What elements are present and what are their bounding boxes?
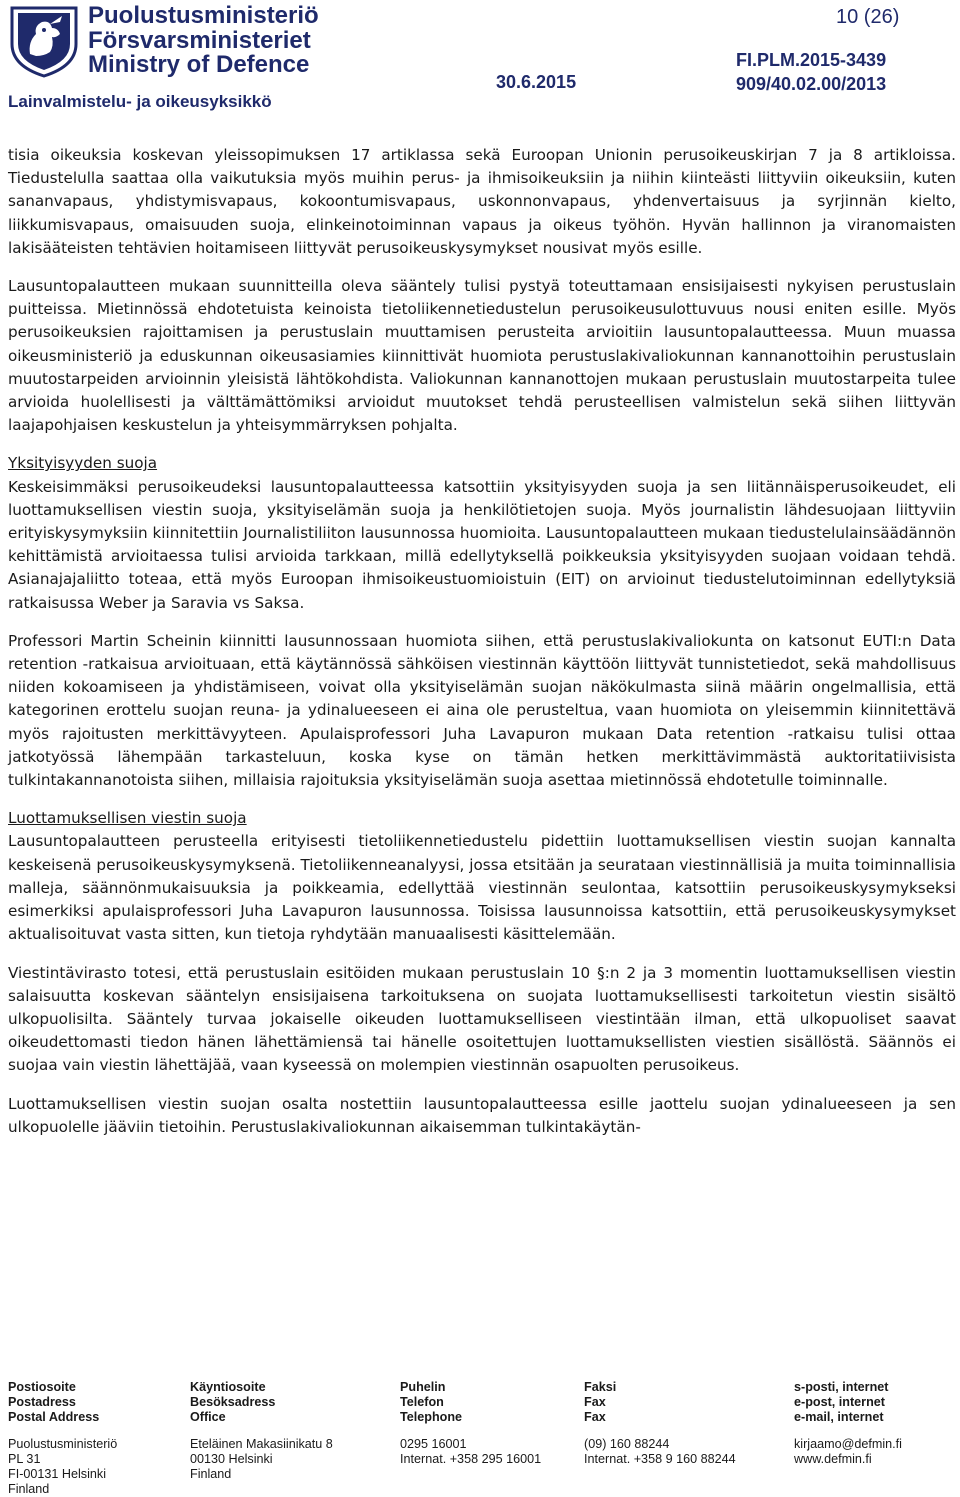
- footer-label: Telephone: [400, 1410, 463, 1424]
- footer-label: e-post, internet: [794, 1395, 885, 1409]
- footer-label: Office: [190, 1410, 226, 1424]
- page-footer: [8, 1380, 956, 1496]
- paragraph: Luottamuksellisen viestin suojan osalta nostettiin lausuntopalautteessa esille jaottelu suojan ydinalueeseen ja sen ulkopuolelle jääviin tietoihin. Perustuslakivaliokunnan aikaisemman tulkintakäytän-: [8, 1094, 956, 1136]
- footer-value: Finland: [8, 1482, 50, 1496]
- footer-email-link[interactable]: kirjaamo@defmin.fi: [794, 1437, 902, 1451]
- ministry-name: [88, 4, 319, 78]
- document-date: 30.6.2015: [496, 72, 577, 92]
- footer-value: PL 31: [8, 1452, 41, 1466]
- footer-value: FI-00131 Helsinki: [8, 1467, 106, 1481]
- spacer: [8, 1425, 117, 1437]
- section-heading: Luottamuksellisen viestin suoja: [8, 809, 247, 828]
- footer-label: Fax: [584, 1410, 606, 1424]
- footer-value: 0295 16001: [400, 1437, 467, 1451]
- footer-label: Postiosoite: [8, 1380, 76, 1394]
- footer-value: Eteläinen Makasiinikatu 8: [190, 1437, 333, 1451]
- paragraph: Lausuntopalautteen perusteella erityisesti tietoliikennetiedustelu pidettiin luottamuksellisen viestin suojan kannalta keskeisenä perusoikeuskysymyksenä. Tietoliikenneanalyysi, jossa etsitään ja seurataan viestinnällisiä ja muita toiminnallisia malleja, säännönmukaisuuksia ja poikkeamia, edellyttää viestinnän seulontaa, katsottiin perusoikeuskysymykseksi esimerkiksi apulaisprofessori Juha Lavapuron lausunnossa. Toisissa lausunnoissa katsottiin, että perusoikeuskysymykset aktualisoituvat vasta sitten, kun tietoja ryhdytään manuaalisesti käsittelemään.: [8, 832, 956, 944]
- footer-value: Puolustusministeriö: [8, 1437, 118, 1451]
- footer-label: e-mail, internet: [794, 1410, 884, 1424]
- footer-value: Internat. +358 9 160 88244: [584, 1452, 736, 1466]
- section: [8, 452, 956, 614]
- footer-value: Finland: [190, 1467, 232, 1481]
- paragraph: Professori Martin Scheinin kiinnitti lausunnossaan huomiota siihen, että perustuslakivaliokunta on katsonut EUTI:n Data retention -ratkaisua arvioituaan, että käytännössä sähköisen viestinnän käyttöön liittyvät tunnistetiedot, sekä mahdollisuus niiden kokoamiseen ja yhdistämiseen, voivat olla yksityiselämän suojan näkökulmasta siinä määrin ongelmallisia, että kategorinen erottelu suojan reuna- ja ydinalueeseen ei aina ole perusteltua, vaan huomiota on yleisemmin kiinnitettävä myös rajoitusten merkittävyyteen. Apulaisprofessori Juha Lavapuron mukaan Data retention -ratkaisu tulisi ottaa jatkotyössä lähempään tarkasteluun, koska kyse on tämän hetken merkittävimmästä auktoritatiivisista tulkintakannanotoista siihen, millaisia rajoituksia yksityiselämän suoja asettaa mietinnössä ehdotetulle toiminnalle.: [8, 631, 956, 790]
- ministry-name-sv: Försvarsministeriet: [88, 26, 311, 54]
- footer-label: Telefon: [400, 1395, 444, 1409]
- footer-email-internet: [794, 1380, 902, 1467]
- footer-telephone: [400, 1380, 541, 1467]
- reference-number-1: FI.PLM.2015-3439: [736, 50, 887, 70]
- footer-label: Puhelin: [400, 1380, 446, 1394]
- spacer: [190, 1425, 333, 1437]
- paragraph: tisia oikeuksia koskevan yleissopimuksen 17 artiklassa sekä Euroopan Unionin perusoikeuskirjan 7 ja 8 artikloissa. Tiedustelulla saattaa olla vaikutuksia myös muihin perus- ja ihmisoikeuksiin ja niihin kiinteästi liittyviin oikeuksiin, kuten sananvapaus, yhdistymisvapaus, kokoontumisvapaus, uskonnonvapaus, yhdenvertaisuus ja syrjinnän kielto, liikkumisvapaus, omaisuuden suoja, elinkeinotoiminnan vapaus ja oikeus työhön. Hyvän hallinnon ja viranomaisten lakisääteisten tehtävien hoitamiseen liittyvät perusoikeuskysymykset nousivat myös esille.: [8, 146, 956, 257]
- footer-value: 00130 Helsinki: [190, 1452, 273, 1466]
- ministry-name-en: Ministry of Defence: [88, 51, 310, 78]
- footer-office-address: [190, 1380, 333, 1482]
- paragraph: Lausuntopalautteen mukaan suunnitteilla oleva sääntely tulisi pystyä toteuttamaan ensisijaisesti nykyisen perustuslain puitteissa. Mietinnössä ehdotetuista keinoista tietoliikennetiedustelun perusoikeusulottuvuus nousi eniten esille. Myös perusoikeuksien rajoittamisen ja perustuslain muuttamisen perusteita arvioitiin lausuntopalautteessa. Muun muassa oikeusministeriö ja eduskunnan oikeusasiamies kiinnittivät huomiota perustuslakivaliokunnan kannanottoihin perustuslain muutostarpeiden arvioinnin yleisistä lähtökohdista. Valiokunnan kannanottojen mukaan perustuslain muutostarpeita tulee arvioida huolellisesti ja välttämättömiksi arvioidut muutokset tehdä perusteellisen valmistelun sekä siihen liittyvän laajapohjaisen keskustelun ja yhteisymmärryksen pohjalta.: [8, 277, 956, 435]
- reference-number-2: 909/40.02.00/2013: [736, 74, 887, 94]
- footer-fax: [584, 1380, 736, 1467]
- footer-label: Faksi: [584, 1380, 617, 1394]
- footer-label: Fax: [584, 1395, 606, 1409]
- footer-website-link[interactable]: www.defmin.fi: [794, 1452, 872, 1466]
- footer-label: Käyntiosoite: [190, 1380, 266, 1394]
- lion-coat-of-arms-icon: [6, 4, 82, 78]
- footer-label: Besöksadress: [190, 1395, 276, 1409]
- footer-postal-address: [8, 1380, 117, 1497]
- spacer: [794, 1425, 902, 1437]
- section: [8, 807, 956, 946]
- page-number: 10 (26): [836, 6, 900, 28]
- footer-label: Postadress: [8, 1395, 76, 1409]
- spacer: [584, 1425, 736, 1437]
- document-body: [8, 144, 956, 1154]
- ministry-name-fi: Puolustusministeriö: [88, 2, 319, 29]
- paragraph: Viestintävirasto totesi, että perustuslain esitöiden mukaan perustuslain 10 §:n 2 ja 3 momentin luottamuksellisen viestin salaisuutta koskevan sääntelyn ensisijaisena tarkoituksena on suojata luottamuksellisesti tarkoitetun viestin sisältö ulkopuolisilta. Sääntely turvaa jokaiselle oikeuden luottamukselliseen viestintään ilman, että ulkopuoliset saavat oikeudettomasti tiedon hänen lähettämiensä tai hänelle osoitettujen luottamuksellisten viestien sisällöstä. Säännös ei suojaa vain viestin lähettäjää, vaan kyseessä on molempien viestinnän osapuolten perusoikeus.: [8, 963, 956, 1075]
- footer-value: (09) 160 88244: [584, 1437, 670, 1451]
- footer-value: Internat. +358 295 16001: [400, 1452, 542, 1466]
- section-heading: Yksityisyyden suoja: [8, 454, 158, 473]
- spacer: [400, 1425, 541, 1437]
- document-references: [736, 48, 886, 96]
- footer-label: Postal Address: [8, 1410, 100, 1424]
- department-name: Lainvalmistelu- ja oikeusyksikkö: [8, 92, 272, 111]
- page-header: [0, 0, 960, 120]
- paragraph: Keskeisimmäksi perusoikeudeksi lausuntopalautteessa katsottiin yksityisyyden suoja ja sen liitännäisperusoikeudet, eli luottamuksellisen viestin suoja, yksityiselämän suoja ja henkilötietojen suoja. Myös journalistin lähdesuojaan liittyviin erityiskysymyksiin kiinnitettiin Journalistiliiton lausunnossa huomioita. Lausuntopalautteen mukaan tiedustelulainsäädännön kehittämistä arvioitaessa tulisi arvioida tarkkaan, millä edellytyksellä poikkeuksia yksityisyyden suojaan voidaan tehdä. Asianajajaliitto toteaa, että myös Euroopan ihmisoikeustuomioistuin (EIT) on arvioinut tiedustelutoiminnan edellytyksiä ratkaisussa Weber ja Saravia vs Saksa.: [8, 477, 956, 612]
- footer-label: s-posti, internet: [794, 1380, 889, 1394]
